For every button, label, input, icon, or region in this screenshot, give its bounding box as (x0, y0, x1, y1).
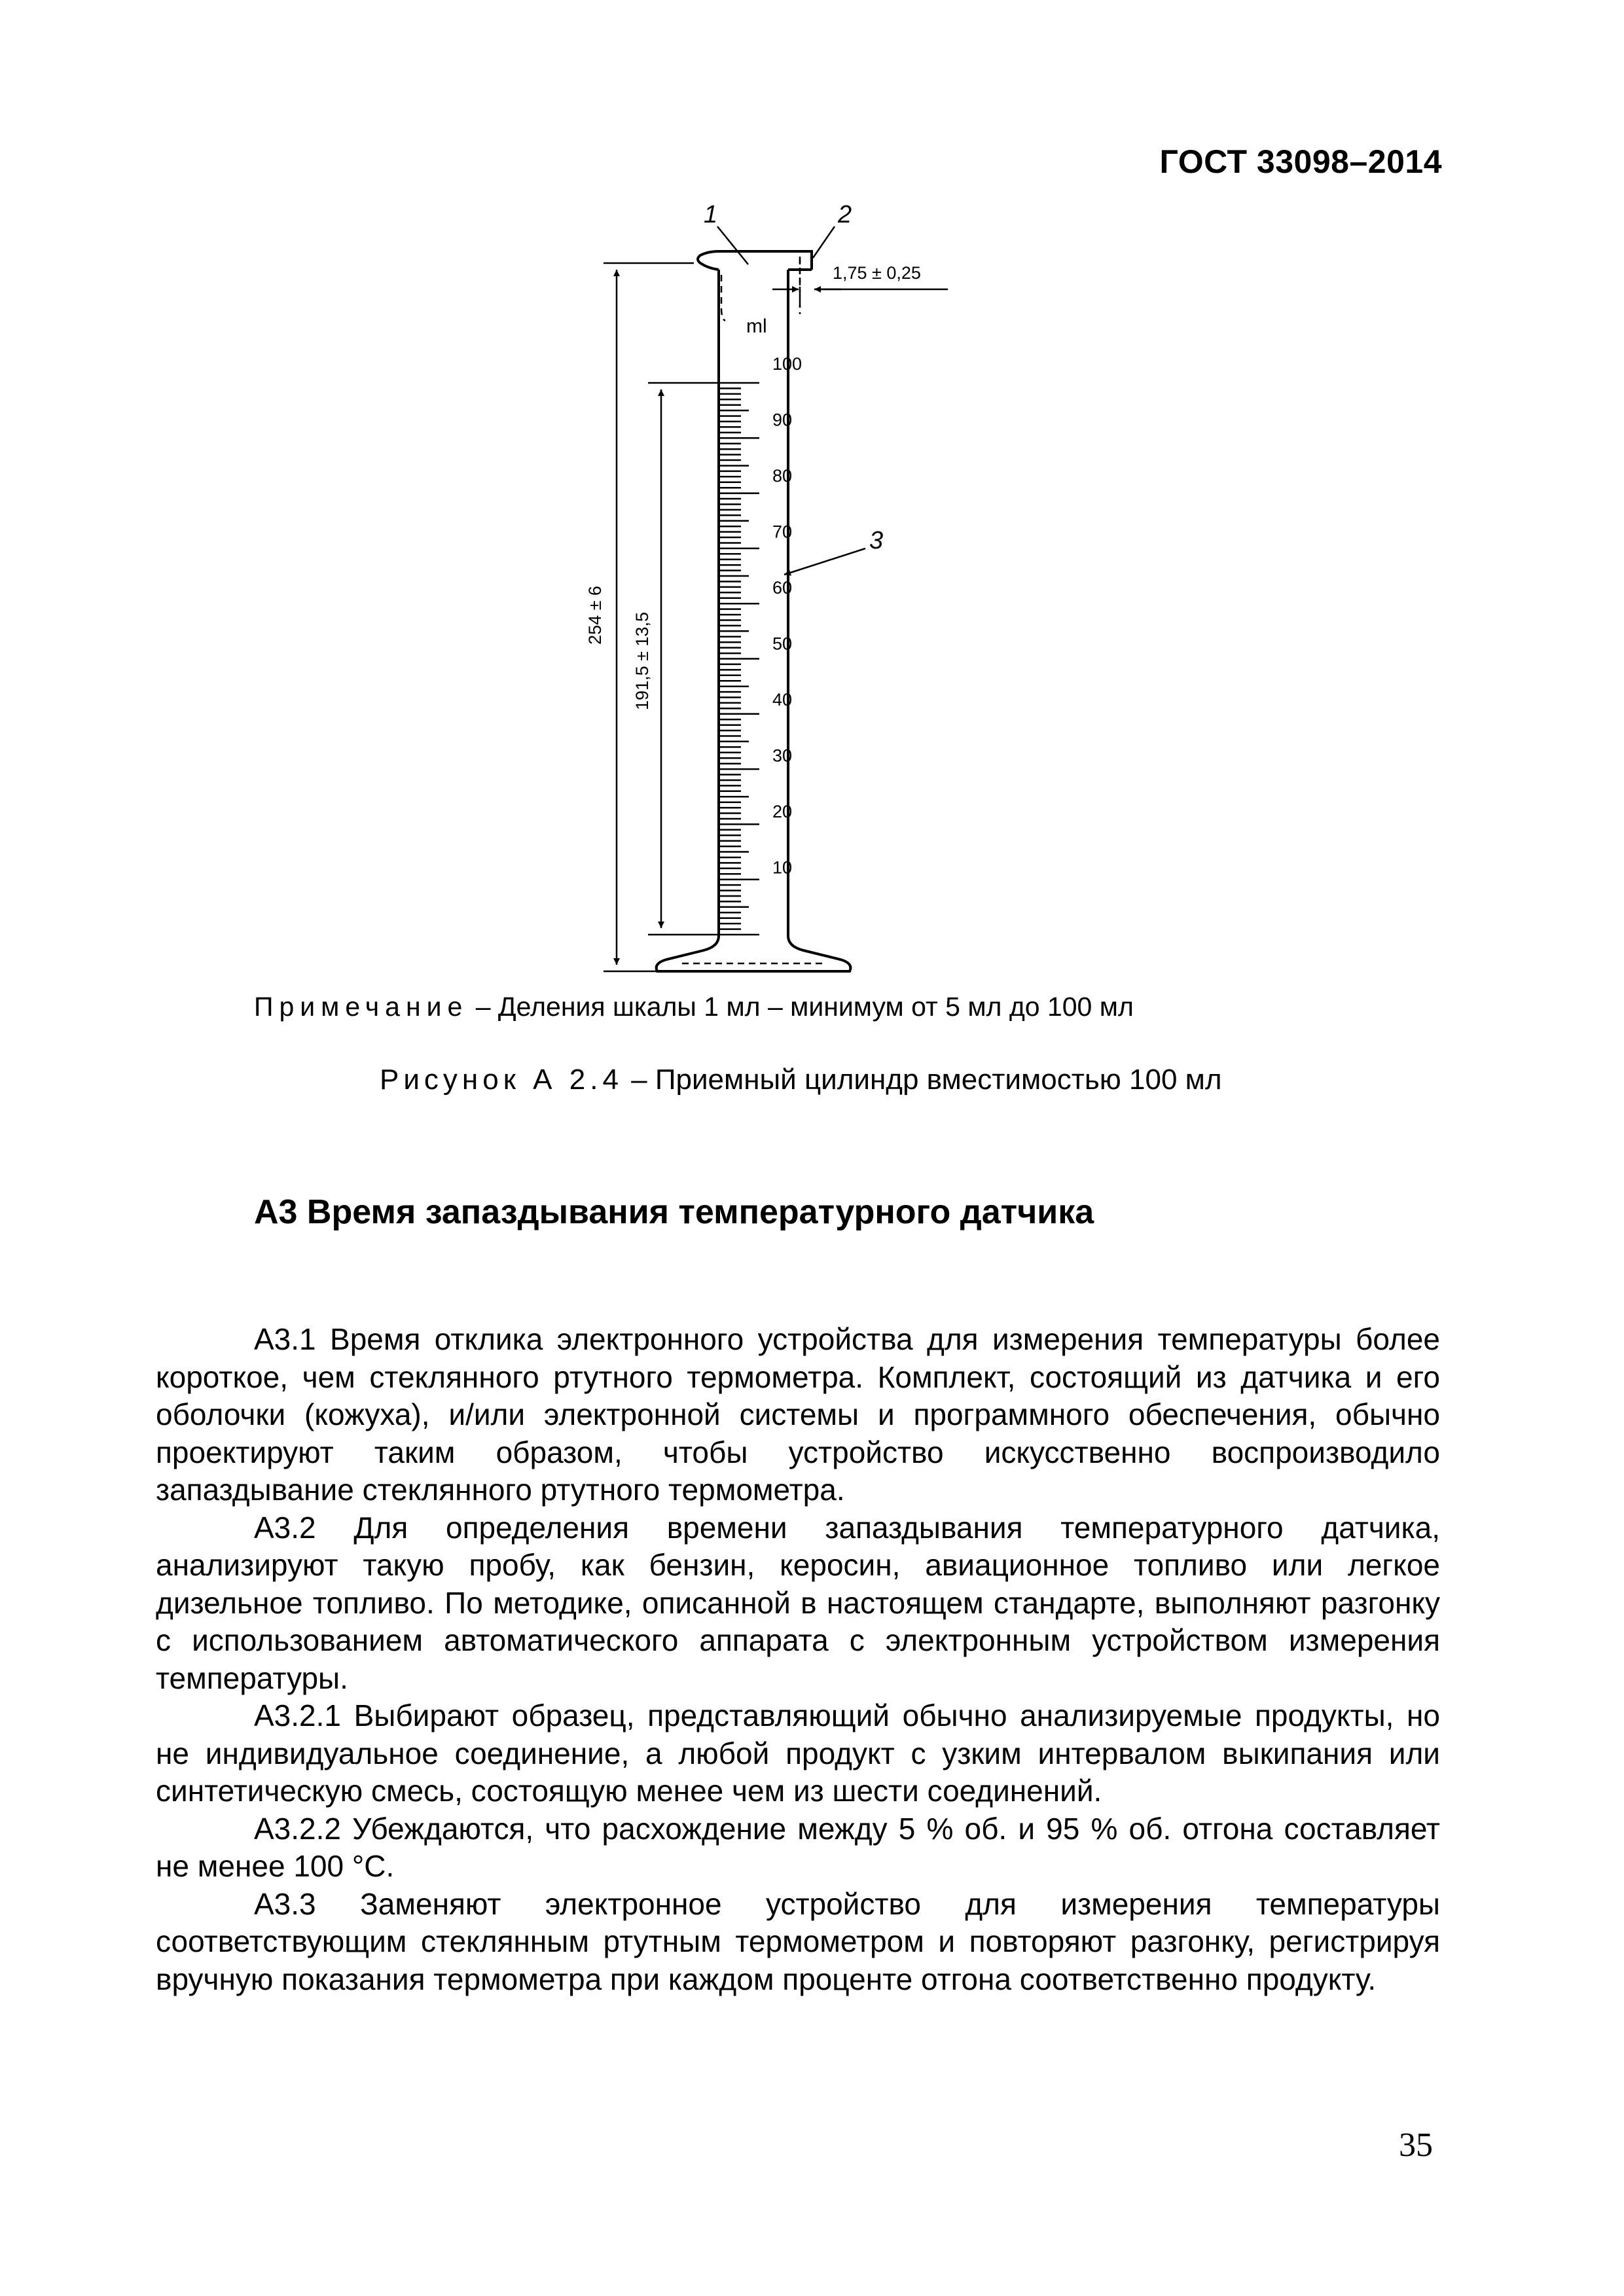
callout-1: 1 (704, 201, 718, 228)
wall-thickness-label: 1,75 ± 0,25 (833, 263, 921, 283)
note-label: Примечание (254, 992, 469, 1022)
scale-label: 50 (772, 634, 793, 654)
cylinder-inner-dashed (682, 257, 826, 963)
note-text: – Деления шкалы 1 мл – минимум от 5 мл до 100 мл (468, 992, 1134, 1022)
scale-label: 80 (772, 466, 793, 486)
caption-text: – Приемный цилиндр вместимостью 100 мл (623, 1064, 1222, 1096)
figure-caption (380, 1064, 1222, 1096)
paragraph-a3-2-1: А3.2.1 Выбирают образец, представляющий обычно анализируемые продукты, но не индивидуальное соединение, а любой продукт с узким интервалом выкипания или синтетическую смесь, состоящую менее чем из шести соединений. (156, 1698, 1440, 1808)
paragraph-a3-2-2: А3.2.2 Убеждаются, что расхождение между 5 % об. и 95 % об. отгона составляет не менее 100 °С. (156, 1811, 1440, 1883)
callout-3-leader (784, 548, 865, 575)
graduated-cylinder-figure (563, 196, 1021, 982)
scale-label: 20 (772, 802, 793, 821)
caption-label: Рисунок А 2.4 (380, 1064, 623, 1096)
scale-label: 100 (772, 354, 803, 374)
paragraph-a3-1: А3.1 Время отклика электронного устройства для измерения температуры более короткое, чем стеклянного ртутного термометра. Комплект, состоящий из датчика и его оболочки (кожуха), и/или электронной системы и программного обеспечения, обычно проектируют таким образом, чтобы устройство искусственно воспроизводило запаздывание стеклянного ртутного термометра. (156, 1322, 1440, 1507)
paragraph-a3-3: А3.3 Заменяют электронное устройство для измерения температуры соответствующим стеклянным ртутным термометром и повторяют разгонку, регистрируя вручную показания термометра при каждом проценте отгона соответственно продукту. (156, 1886, 1440, 1996)
scale-length-dimension (648, 383, 720, 935)
section-heading: А3 Время запаздывания температурного датчика (254, 1193, 1094, 1231)
total-height-label: 254 ± 6 (585, 586, 605, 645)
scale-length-label: 191,5 ± 13,5 (632, 612, 652, 710)
callout-2: 2 (838, 201, 852, 228)
scale-label: 90 (772, 410, 793, 430)
paragraph-a3-2: А3.2 Для определения времени запаздывания температурного датчика, анализируют такую пробу, как бензин, керосин, авиационное топливо или легкое дизельное топливо. По методике, описанной в настоящем стандарте, выполняют разгонку с использованием автоматического аппарата с электронным устройством измерения температуры. (156, 1510, 1440, 1695)
callout-2-leader (813, 226, 835, 258)
document-id: ГОСТ 33098–2014 (1159, 143, 1442, 180)
page-number: 35 (1399, 2126, 1433, 2164)
scale-ticks (720, 383, 759, 935)
scale-label: 30 (772, 745, 793, 766)
callout-3: 3 (869, 527, 884, 554)
callout-1-leader (717, 226, 748, 264)
scale-label: 70 (772, 522, 793, 542)
unit-label: ml (746, 315, 767, 337)
scale-label: 10 (772, 857, 793, 878)
scale-label: 60 (772, 578, 793, 598)
body-text (156, 1321, 1440, 1998)
scale-label: 40 (772, 690, 793, 709)
figure-note (254, 992, 1134, 1022)
cylinder-outline (657, 251, 851, 971)
